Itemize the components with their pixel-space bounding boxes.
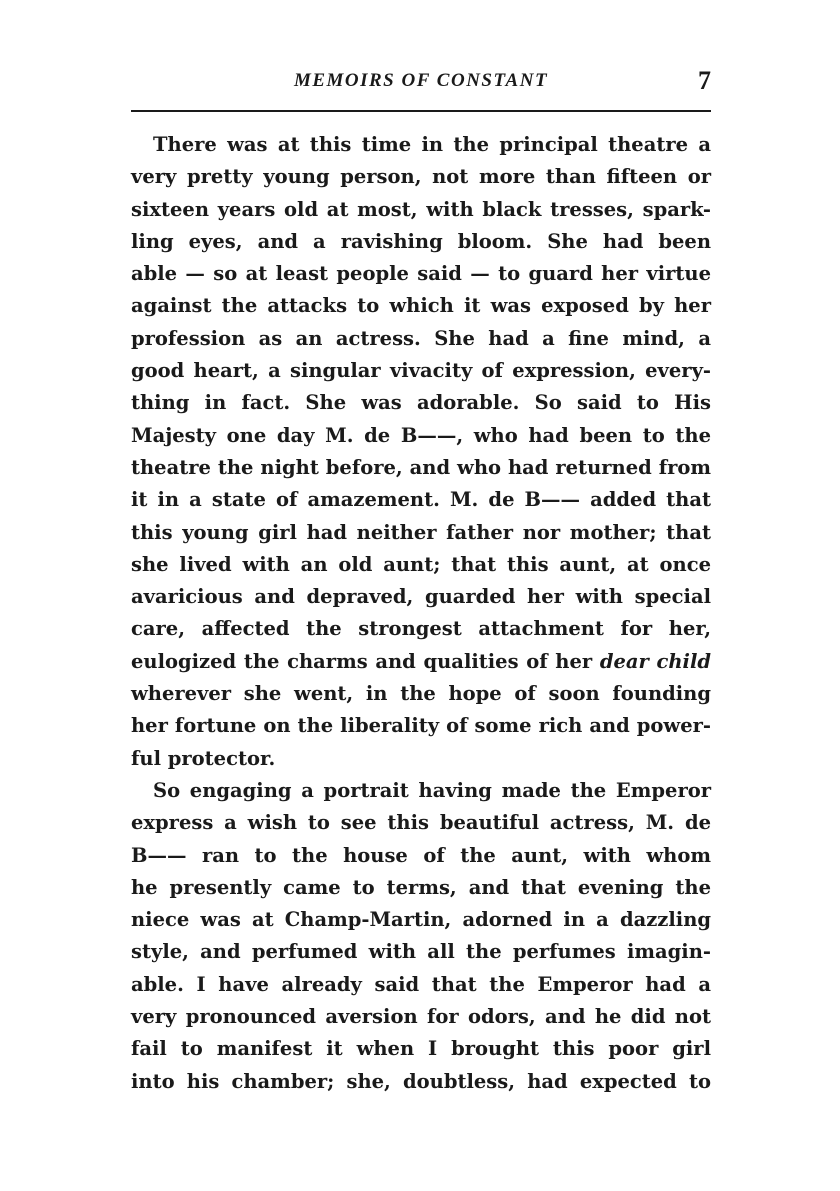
italic-phrase: dear child [599,649,711,673]
text-line: into his chamber; she, doubtless, had expected to [131,1069,711,1093]
text-run: eulogized the charms and qualities of her [131,649,593,673]
text-line: he presently came to terms, and that evening the [131,875,711,899]
text-line: able — so at least people said — to guard her virtue [131,262,711,286]
body-text [131,129,711,1098]
text-line: Majesty one day M. de B——, who had been to the [131,423,711,447]
text-line: fail to manifest it when I brought this poor girl [131,1037,711,1061]
page-header [131,66,711,102]
text-line: There was at this time in the principal theatre a [153,133,711,156]
text-line: ling eyes, and a ravishing bloom. She had been [131,229,711,253]
text-line: thing in fact. She was adorable. So said to His [131,391,711,415]
header-rule [131,110,711,112]
text-line: ful protector. [131,746,276,770]
text-line: sixteen years old at most, with black tresses, spark- [131,197,711,221]
text-line: So engaging a portrait having made the Emperor [153,778,711,802]
page-number: 7 [698,66,711,95]
text-line: style, and perfumed with all the perfumes imagin- [131,940,711,964]
text-line-with-italic [131,646,711,678]
text-line: good heart, a singular vivacity of expression, every- [131,359,711,383]
text-line: B—— ran to the house of the aunt, with whom [131,843,711,867]
text-line: she lived with an old aunt; that this aunt, at once [131,552,711,576]
text-line: very pronounced aversion for odors, and he did not [131,1005,711,1029]
text-line: this young girl had neither father nor mother; that [131,520,711,544]
text-line: profession as an actress. She had a fine mind, a [131,326,711,350]
text-line: it in a state of amazement. M. de B—— added that [131,488,711,512]
text-line: niece was at Champ-Martin, adorned in a dazzling [131,908,711,932]
text-line: avaricious and depraved, guarded her with special [131,585,711,609]
text-line: against the attacks to which it was exposed by her [131,294,711,318]
text-line: care, affected the strongest attachment for her, [131,617,711,641]
text-line: her fortune on the liberality of some rich and power- [131,714,711,738]
text-line: able. I have already said that the Emperor had a [131,972,711,996]
running-title: MEMOIRS OF CONSTANT [293,70,549,91]
text-line: express a wish to see this beautiful actress, M. de [131,811,711,835]
text-line: theatre the night before, and who had returned from [131,455,711,479]
text-line: very pretty young person, not more than fifteen or [131,165,711,189]
text-line: wherever she went, in the hope of soon founding [131,682,711,706]
